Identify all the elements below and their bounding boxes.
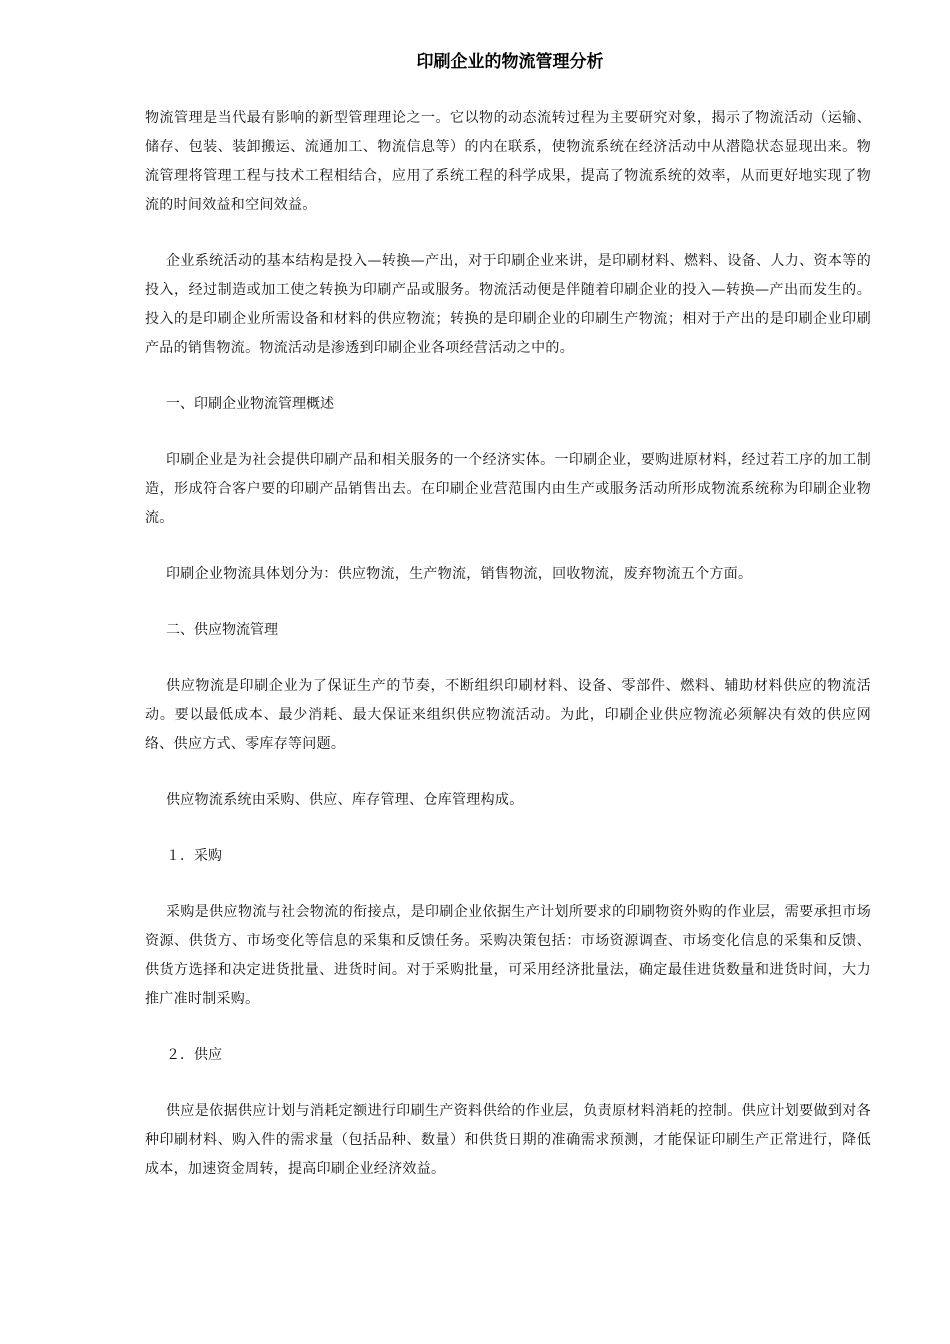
subheading-supply: ２．供应 bbox=[166, 1047, 222, 1063]
paragraph-supply-system: 供应物流系统由采购、供应、库存管理、仓库管理构成。 bbox=[166, 792, 524, 808]
section-heading-overview: 一、印刷企业物流管理概述 bbox=[166, 396, 334, 412]
section-heading-supply: 二、供应物流管理 bbox=[166, 622, 278, 638]
document-title: 印刷企业的物流管理分析 bbox=[416, 52, 604, 72]
paragraph-intro: 物流管理是当代最有影响的新型管理理论之一。它以物的动态流转过程为主要研究对象，揭示了物流活动（运输、储存、包装、装卸搬运、流通加工、物流信息等）的内在联系，使物流系统在经济活动中从潜隐状态显现出来。物流管理将管理工程与技术工程相结合，应用了系统工程的科学成果，提高了物流系统的效率，从而更好地实现了物流的时间效益和空间效益。 bbox=[145, 110, 871, 213]
document-body bbox=[145, 104, 871, 1211]
paragraph-supply-logistics: 供应物流是印刷企业为了保证生产的节奏，不断组织印刷材料、设备、零部件、燃料、辅助材料供应的物流活动。要以最低成本、最少消耗、最大保证来组织供应物流活动。为此，印刷企业供应物流必须解决有效的供应网络、供应方式、零库存等问题。 bbox=[145, 678, 871, 752]
subheading-procurement: １．采购 bbox=[166, 848, 222, 864]
paragraph-enterprise-definition: 印刷企业是为社会提供印刷产品和相关服务的一个经济实体。一印刷企业，要购进原材料，经过若工序的加工制造，形成符合客户要的印刷产品销售出去。在印刷企业营范围内由生产或服务活动所形成物流系统称为印刷企业物流。 bbox=[145, 452, 871, 526]
paragraph-enterprise-structure: 企业系统活动的基本结构是投入—转换—产出，对于印刷企业来讲，是印刷材料、燃料、设备、人力、资本等的投入，经过制造或加工使之转换为印刷产品或服务。物流活动便是伴随着印刷企业的投入—转换—产出而发生的。投入的是印刷企业所需设备和材料的供应物流；转换的是印刷企业的印刷生产物流；相对于产出的是印刷企业印刷产品的销售物流。物流活动是渗透到印刷企业各项经营活动之中的。 bbox=[145, 253, 871, 356]
paragraph-supply: 供应是依据供应计划与消耗定额进行印刷生产资料供给的作业层，负责原材料消耗的控制。供应计划要做到对各种印刷材料、购入件的需求量（包括品种、数量）和供货日期的准确需求预测，才能保证印刷生产正常进行，降低成本，加速资金周转，提高印刷企业经济效益。 bbox=[145, 1103, 871, 1177]
paragraph-procurement: 采购是供应物流与社会物流的衔接点，是印刷企业依据生产计划所要求的印刷物资外购的作业层，需要承担市场资源、供货方、市场变化等信息的采集和反馈任务。采购决策包括：市场资源调查、市场变化信息的采集和反馈、供货方选择和决定进货批量、进货时间。对于采购批量，可采用经济批量法，确定最佳进货数量和进货时间，大力推广准时制采购。 bbox=[145, 904, 871, 1007]
paragraph-logistics-division: 印刷企业物流具体划分为：供应物流，生产物流，销售物流，回收物流，废弃物流五个方面。 bbox=[166, 566, 753, 582]
